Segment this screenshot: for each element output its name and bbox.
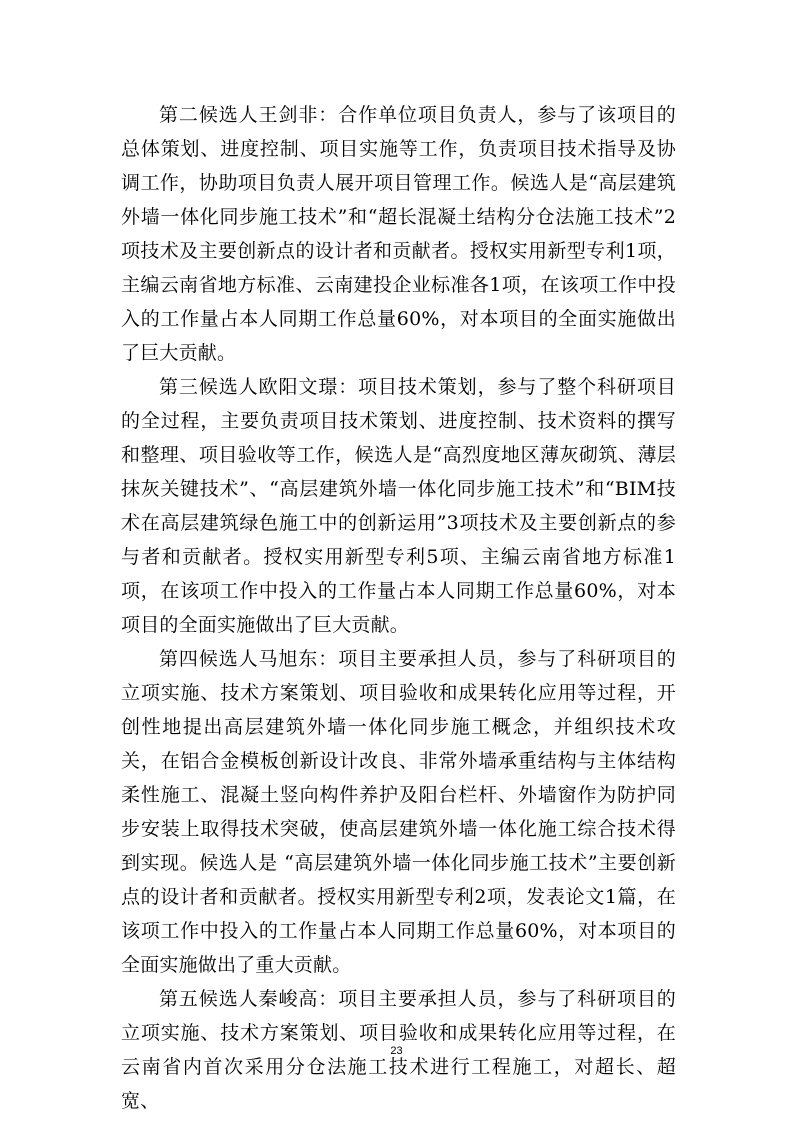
document-body bbox=[121, 98, 676, 1118]
paragraph-candidate-4: 第四候选人马旭东：项目主要承担人员，参与了科研项目的立项实施、技术方案策划、项目验收和成果转化应用等过程，开创性地提出高层建筑外墙一体化同步施工概念，并组织技术攻关，在铝合金模板创新设计改良、非常外墙承重结构与主体结构柔性施工、混凝土竖向构件养护及阳台栏杆、外墙窗作为防护同步安装上取得技术突破，使高层建筑外墙一体化施工综合技术得到实现。候选人是 “高层建筑外墙一体化同步施工技术”主要创新点的设计者和贡献者。授权实用新型专利2项，发表论文1篇，在该项工作中投入的工作量占本人同期工作总量60%，对本项目的全面实施做出了重大贡献。 bbox=[121, 648, 676, 976]
paragraph-candidate-3: 第三候选人欧阳文璟：项目技术策划，参与了整个科研项目的全过程，主要负责项目技术策划、进度控制、技术资料的撰写和整理、项目验收等工作，候选人是“高烈度地区薄灰砌筑、薄层抹灰关键技术”、“高层建筑外墙一体化同步施工技术”和“BIM技术在高层建筑绿色施工中的创新运用”3项技术及主要创新点的参与者和贡献者。授权实用新型专利5项、主编云南省地方标准1项，在该项工作中投入的工作量占本人同期工作总量60%，对本项目的全面实施做出了巨大贡献。 bbox=[121, 376, 676, 636]
paragraph-candidate-2: 第二候选人王剑非：合作单位项目负责人，参与了该项目的总体策划、进度控制、项目实施等工作，负责项目技术指导及协调工作，协助项目负责人展开项目管理工作。候选人是“高层建筑外墙一体化同步施工技术”和“超长混凝土结构分仓法施工技术”2项技术及主要创新点的设计者和贡献者。授权实用新型专利1项，主编云南省地方标准、云南建投企业标准各1项，在该项工作中投入的工作量占本人同期工作总量60%，对本项目的全面实施做出了巨大贡献。 bbox=[121, 104, 676, 364]
paragraph-candidate-5: 第五候选人秦峻高：项目主要承担人员，参与了科研项目的立项实施、技术方案策划、项目验收和成果转化应用等过程，在云南省内首次采用分仓法施工技术进行工程施工，对超长、超宽、 bbox=[121, 988, 676, 1112]
page-number: 23 bbox=[390, 1045, 403, 1057]
